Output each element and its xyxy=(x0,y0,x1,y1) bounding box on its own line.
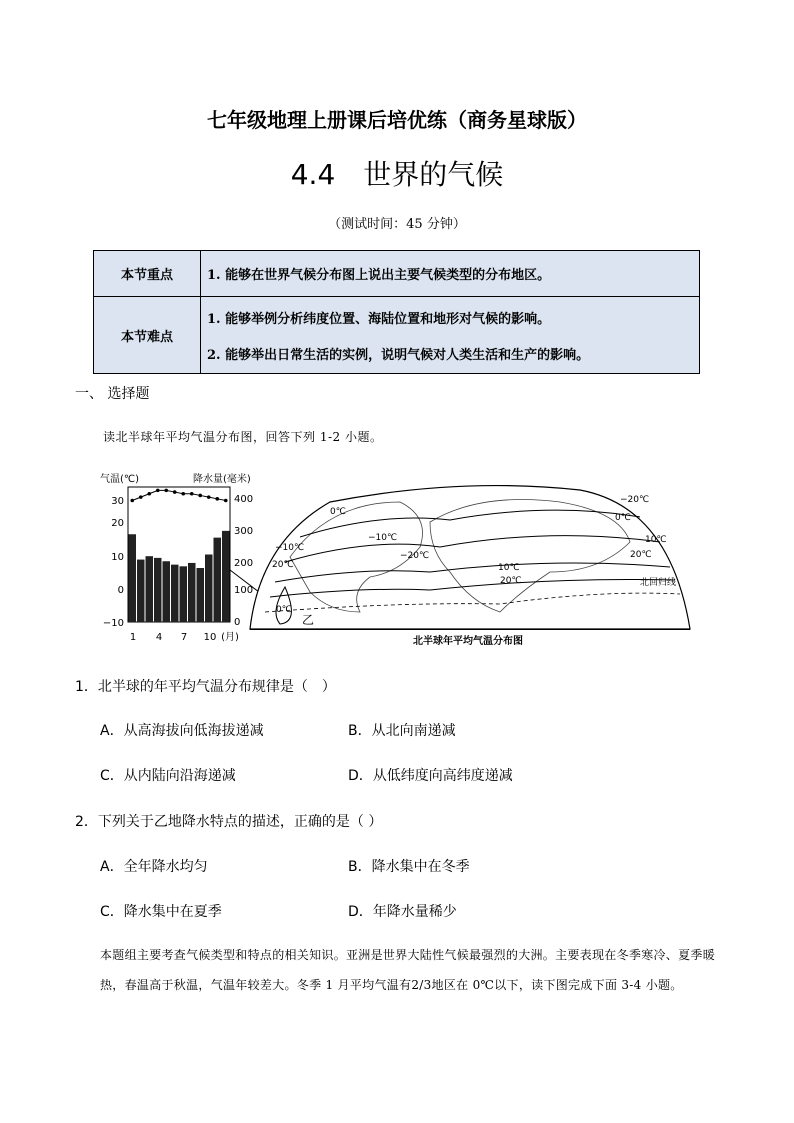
key-label: 本节重点 xyxy=(94,251,201,297)
option-2d[interactable]: D．年降水量稀少 xyxy=(348,904,457,920)
prompt-1-2: 读北半球年平均气温分布图，回答下列 1-2 小题。 xyxy=(103,430,383,444)
difficult-items xyxy=(201,297,700,374)
book-title: 七年级地理上册课后培优练（商务星球版） xyxy=(207,108,587,132)
isotherm-label: 10℃ xyxy=(645,535,667,545)
y-left-tick: 30 xyxy=(111,496,124,507)
difficult-label: 本节难点 xyxy=(94,297,201,374)
temperature-point xyxy=(130,499,134,503)
difficult-item: 2. 能够举出日常生活的实例，说明气候对人类生活和生产的影响。 xyxy=(207,347,590,363)
option-2b[interactable]: B．降水集中在冬季 xyxy=(348,859,470,875)
option-1d[interactable]: D．从低纬度向高纬度递减 xyxy=(348,768,513,784)
climate-chart xyxy=(100,472,253,643)
precipitation-bar xyxy=(163,561,171,622)
precipitation-bar xyxy=(171,565,179,622)
temperature-point xyxy=(139,495,143,499)
isotherm-label: −10℃ xyxy=(275,543,305,553)
map-caption: 北半球年平均气温分布图 xyxy=(413,636,523,647)
precipitation-bar xyxy=(146,556,154,622)
option-2c[interactable]: C．降水集中在夏季 xyxy=(100,904,222,920)
intro-paragraph: 本题组主要考查气候类型和特点的相关知识。亚洲是世界大陆性气候最强烈的大洲。主要表现在冬季寒冷、夏季暖热，春温高于秋温，气温年较差大。冬季 1 月平均气温有2/3地区在 0℃以下，读下图完成下面 3-4 小题。 xyxy=(100,948,716,992)
lesson-title: 4.4 世界的气候 xyxy=(290,158,504,191)
precipitation-bar xyxy=(137,560,145,622)
section-heading: 一、 选择题 xyxy=(75,386,150,402)
isotherm-label: −20℃ xyxy=(620,495,650,505)
x-tick: (月) xyxy=(221,632,239,643)
question-1-stem: 1．北半球的年平均气温分布规律是（ ） xyxy=(75,679,336,695)
y-right-tick: 400 xyxy=(234,494,254,505)
y-left-tick: 10 xyxy=(111,552,124,563)
x-tick: 10 xyxy=(203,632,217,643)
temperature-line xyxy=(132,490,226,500)
temperature-point xyxy=(198,494,202,498)
test-time: （测试时间：45 分钟） xyxy=(328,217,466,232)
precipitation-bar xyxy=(129,534,137,622)
isotherm-label: 10℃ xyxy=(498,563,520,573)
difficult-item: 1. 能够举例分析纬度位置、海陆位置和地形对气候的影响。 xyxy=(207,311,551,327)
key-item: 1. 能够在世界气候分布图上说出主要气候类型的分布地区。 xyxy=(201,251,700,297)
temperature-point xyxy=(147,492,151,496)
temperature-point xyxy=(215,497,219,501)
isotherm-label: −10℃ xyxy=(368,533,398,543)
x-tick: 7 xyxy=(180,632,188,643)
y-left-label: 气温(℃) xyxy=(100,474,140,485)
climate-figure xyxy=(100,462,720,652)
y-left-tick: 20 xyxy=(111,518,124,529)
y-right-tick: 0 xyxy=(234,617,241,628)
y-right-label: 降水量(毫米) xyxy=(193,474,251,485)
y-right-tick: 100 xyxy=(234,585,254,596)
temperature-point xyxy=(190,492,194,496)
place-label: 乙 xyxy=(302,613,315,627)
option-1b[interactable]: B．从北向南递减 xyxy=(348,723,456,739)
option-2a[interactable]: A．全年降水均匀 xyxy=(100,859,208,875)
map-outline xyxy=(250,486,690,629)
question-2-stem: 2．下列关于乙地降水特点的描述，正确的是（ ） xyxy=(75,814,383,830)
isotherm-label: −20℃ xyxy=(400,551,430,561)
precipitation-bar xyxy=(197,568,205,622)
temperature-point xyxy=(207,495,211,499)
temperature-map xyxy=(250,486,690,629)
map-base xyxy=(250,629,690,630)
precipitation-bar xyxy=(180,566,188,622)
y-left-tick: 0 xyxy=(117,585,124,596)
isotherm-label: 0℃ xyxy=(615,513,631,523)
isotherm-label: 0℃ xyxy=(276,605,292,615)
temperature-point xyxy=(181,492,185,496)
precipitation-bar xyxy=(188,563,196,622)
y-left-tick: −10 xyxy=(102,618,124,629)
x-tick: 4 xyxy=(155,632,163,643)
focus-table xyxy=(93,250,700,374)
y-right-tick: 300 xyxy=(234,526,254,537)
tropic-label: 北回归线 xyxy=(640,578,677,588)
precipitation-bar xyxy=(205,555,213,623)
isotherm-label: 20℃ xyxy=(272,560,294,570)
isotherm-label: 20℃ xyxy=(630,550,652,560)
temperature-point xyxy=(224,499,228,503)
temperature-point xyxy=(156,489,160,493)
isotherm-label: 20℃ xyxy=(500,576,522,586)
precipitation-bar xyxy=(214,538,222,622)
precipitation-bar xyxy=(222,531,230,622)
option-1c[interactable]: C．从内陆向沿海递减 xyxy=(100,768,236,784)
y-right-tick: 200 xyxy=(234,558,254,569)
precipitation-bar xyxy=(154,558,162,622)
temperature-point xyxy=(164,489,168,493)
temperature-point xyxy=(173,490,177,494)
x-tick: 1 xyxy=(129,632,137,643)
option-1a[interactable]: A．从高海拔向低海拔递减 xyxy=(100,723,264,739)
isotherm-label: 0℃ xyxy=(330,507,346,517)
